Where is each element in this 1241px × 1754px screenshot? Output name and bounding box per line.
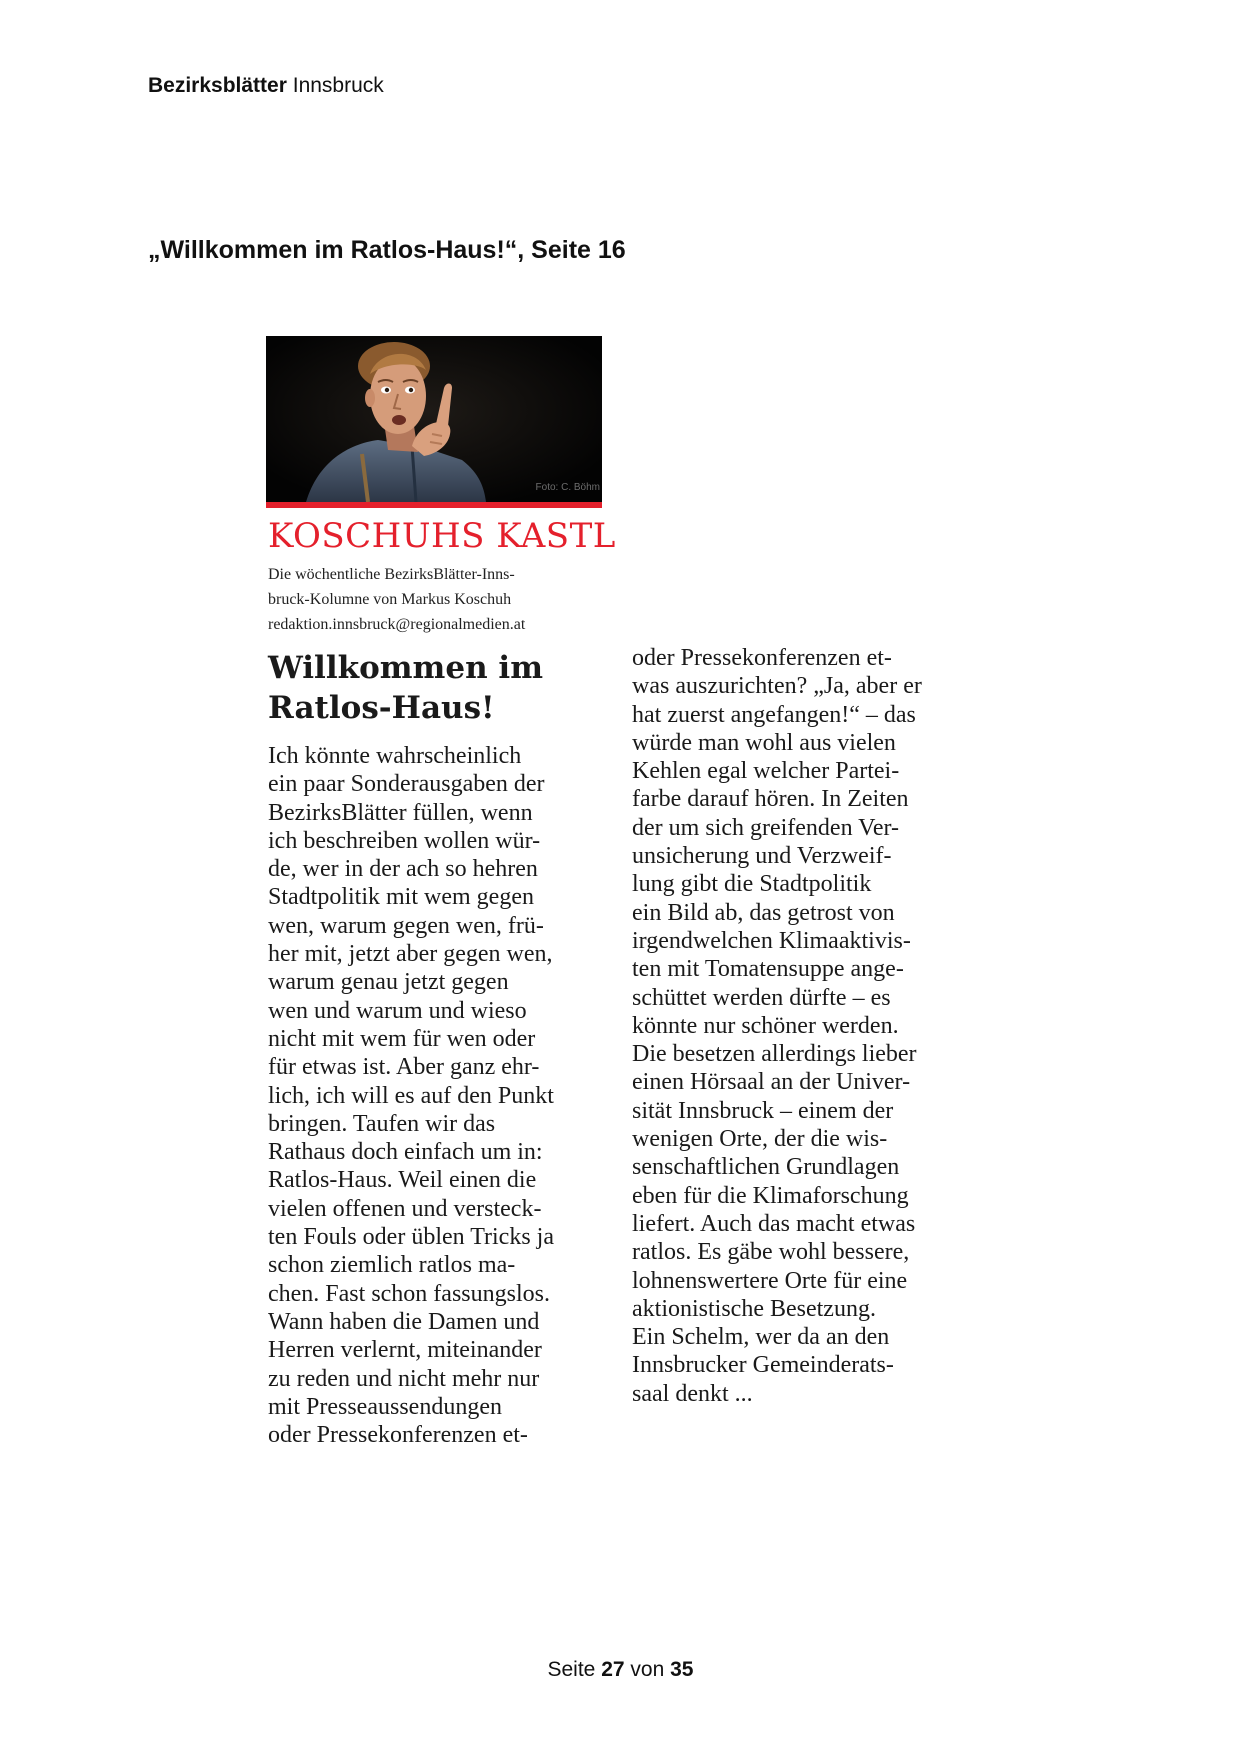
text-line: was auszurichten? „Ja, aber er bbox=[632, 673, 922, 700]
footer-page-total: 35 bbox=[670, 1658, 694, 1681]
text-line: Ich könnte wahrscheinlich bbox=[268, 743, 522, 769]
column-subtitle bbox=[268, 562, 608, 637]
text-line: chen. Fast schon fassungslos. bbox=[268, 1280, 550, 1307]
text-line: wenigen Orte, der die wis- bbox=[632, 1126, 888, 1153]
text-line: schon ziemlich ratlos ma- bbox=[268, 1252, 516, 1279]
text-line: wen, warum gegen wen, frü- bbox=[268, 912, 544, 939]
text-line: einen Hörsaal an der Univer- bbox=[632, 1069, 911, 1096]
text-line: ten mit Tomatensuppe ange- bbox=[632, 956, 904, 983]
text-line: wen und warum und wieso bbox=[268, 997, 527, 1024]
text-line: schüttet werden dürfte – es bbox=[632, 984, 891, 1011]
article-headline bbox=[268, 648, 608, 728]
text-line: ein Bild ab, das getrost von bbox=[632, 899, 895, 926]
text-line: Rathaus doch einfach um in: bbox=[268, 1139, 543, 1166]
text-line: Innsbrucker Gemeinderats- bbox=[632, 1352, 894, 1379]
article-body-left-column bbox=[268, 742, 608, 1449]
text-line: bringen. Taufen wir das bbox=[268, 1110, 496, 1137]
header-brand: Bezirksblätter bbox=[148, 74, 287, 97]
text-line: lung gibt die Stadtpolitik bbox=[632, 871, 872, 898]
document-title: „Willkommen im Ratlos-Haus!“, Seite 16 bbox=[148, 236, 626, 264]
text-line: senschaftlichen Grundlagen bbox=[632, 1154, 900, 1181]
text-line: Wann haben die Damen und bbox=[268, 1308, 540, 1335]
text-line: könnte nur schöner werden. bbox=[632, 1012, 899, 1039]
text-line: ein paar Sonderausgaben der bbox=[268, 771, 545, 798]
text-line: lohnenswertere Orte für eine bbox=[632, 1267, 908, 1294]
photo-credit: Foto: C. Böhm bbox=[535, 482, 600, 493]
column-subtitle-line: bruck-Kolumne von Markus Koschuh bbox=[268, 591, 512, 608]
text-line: nicht mit wem für wen oder bbox=[268, 1025, 536, 1052]
column-contact-email: redaktion.innsbruck@regionalmedien.at bbox=[268, 616, 526, 633]
text-line: de, wer in der ach so hehren bbox=[268, 856, 538, 883]
text-line: oder Pressekonferenzen et- bbox=[632, 645, 892, 671]
text-line: ratlos. Es gäbe wohl bessere, bbox=[632, 1239, 910, 1266]
text-line: vielen offenen und versteck- bbox=[268, 1195, 542, 1222]
newspaper-clipping bbox=[266, 336, 976, 1449]
text-line: ten Fouls oder üblen Tricks ja bbox=[268, 1224, 554, 1251]
headline-line: Ratlos-Haus! bbox=[268, 690, 495, 726]
text-line: lich, ich will es auf den Punkt bbox=[268, 1082, 554, 1109]
header-city: Innsbruck bbox=[292, 74, 384, 97]
text-line: Kehlen egal welcher Partei- bbox=[632, 758, 900, 785]
text-line: her mit, jetzt aber gegen wen, bbox=[268, 941, 553, 968]
text-line: hat zuerst angefangen!“ – das bbox=[632, 701, 916, 728]
text-line: der um sich greifenden Ver- bbox=[632, 814, 899, 841]
page-footer bbox=[0, 1658, 1241, 1682]
text-line: oder Pressekonferenzen et- bbox=[268, 1422, 528, 1449]
document-header bbox=[148, 74, 384, 98]
text-line: irgendwelchen Klimaaktivis- bbox=[632, 927, 911, 954]
text-line: Die besetzen allerdings lieber bbox=[632, 1041, 917, 1068]
text-line: farbe darauf hören. In Zeiten bbox=[632, 786, 909, 813]
headline-line: Willkommen im bbox=[268, 650, 543, 686]
photo-accent-rule bbox=[266, 502, 602, 508]
text-line: würde man wohl aus vielen bbox=[632, 729, 896, 756]
text-line: Ratlos-Haus. Weil einen die bbox=[268, 1167, 537, 1194]
text-line: unsicherung und Verzweif- bbox=[632, 843, 892, 870]
text-line: sität Innsbruck – einem der bbox=[632, 1097, 894, 1124]
author-photo-image bbox=[266, 336, 602, 502]
column-subtitle-line: Die wöchentliche BezirksBlätter-Inns- bbox=[268, 566, 515, 583]
text-line: liefert. Auch das macht etwas bbox=[632, 1210, 916, 1237]
text-line: mit Presseaussendungen bbox=[268, 1393, 502, 1420]
text-line: Herren verlernt, miteinander bbox=[268, 1337, 542, 1364]
text-line: für etwas ist. Aber ganz ehr- bbox=[268, 1054, 540, 1081]
footer-page-number: 27 bbox=[601, 1658, 625, 1681]
footer-page-prefix: Seite bbox=[547, 1658, 596, 1681]
text-line: BezirksBlätter füllen, wenn bbox=[268, 799, 533, 826]
text-line: zu reden und nicht mehr nur bbox=[268, 1365, 540, 1392]
text-line: saal denkt ... bbox=[632, 1380, 753, 1407]
text-line: aktionistische Besetzung. bbox=[632, 1295, 876, 1322]
text-line: warum genau jetzt gegen bbox=[268, 969, 509, 996]
text-line: eben für die Klimaforschung bbox=[632, 1182, 909, 1209]
text-line: ich beschreiben wollen wür- bbox=[268, 827, 541, 854]
text-line: Stadtpolitik mit wem gegen bbox=[268, 884, 534, 911]
column-title: KOSCHUHS KASTL bbox=[268, 516, 616, 556]
text-line: Ein Schelm, wer da an den bbox=[632, 1324, 890, 1351]
author-photo bbox=[266, 336, 602, 502]
article-body-right-column bbox=[632, 644, 976, 1408]
footer-page-middle: von bbox=[630, 1658, 665, 1681]
